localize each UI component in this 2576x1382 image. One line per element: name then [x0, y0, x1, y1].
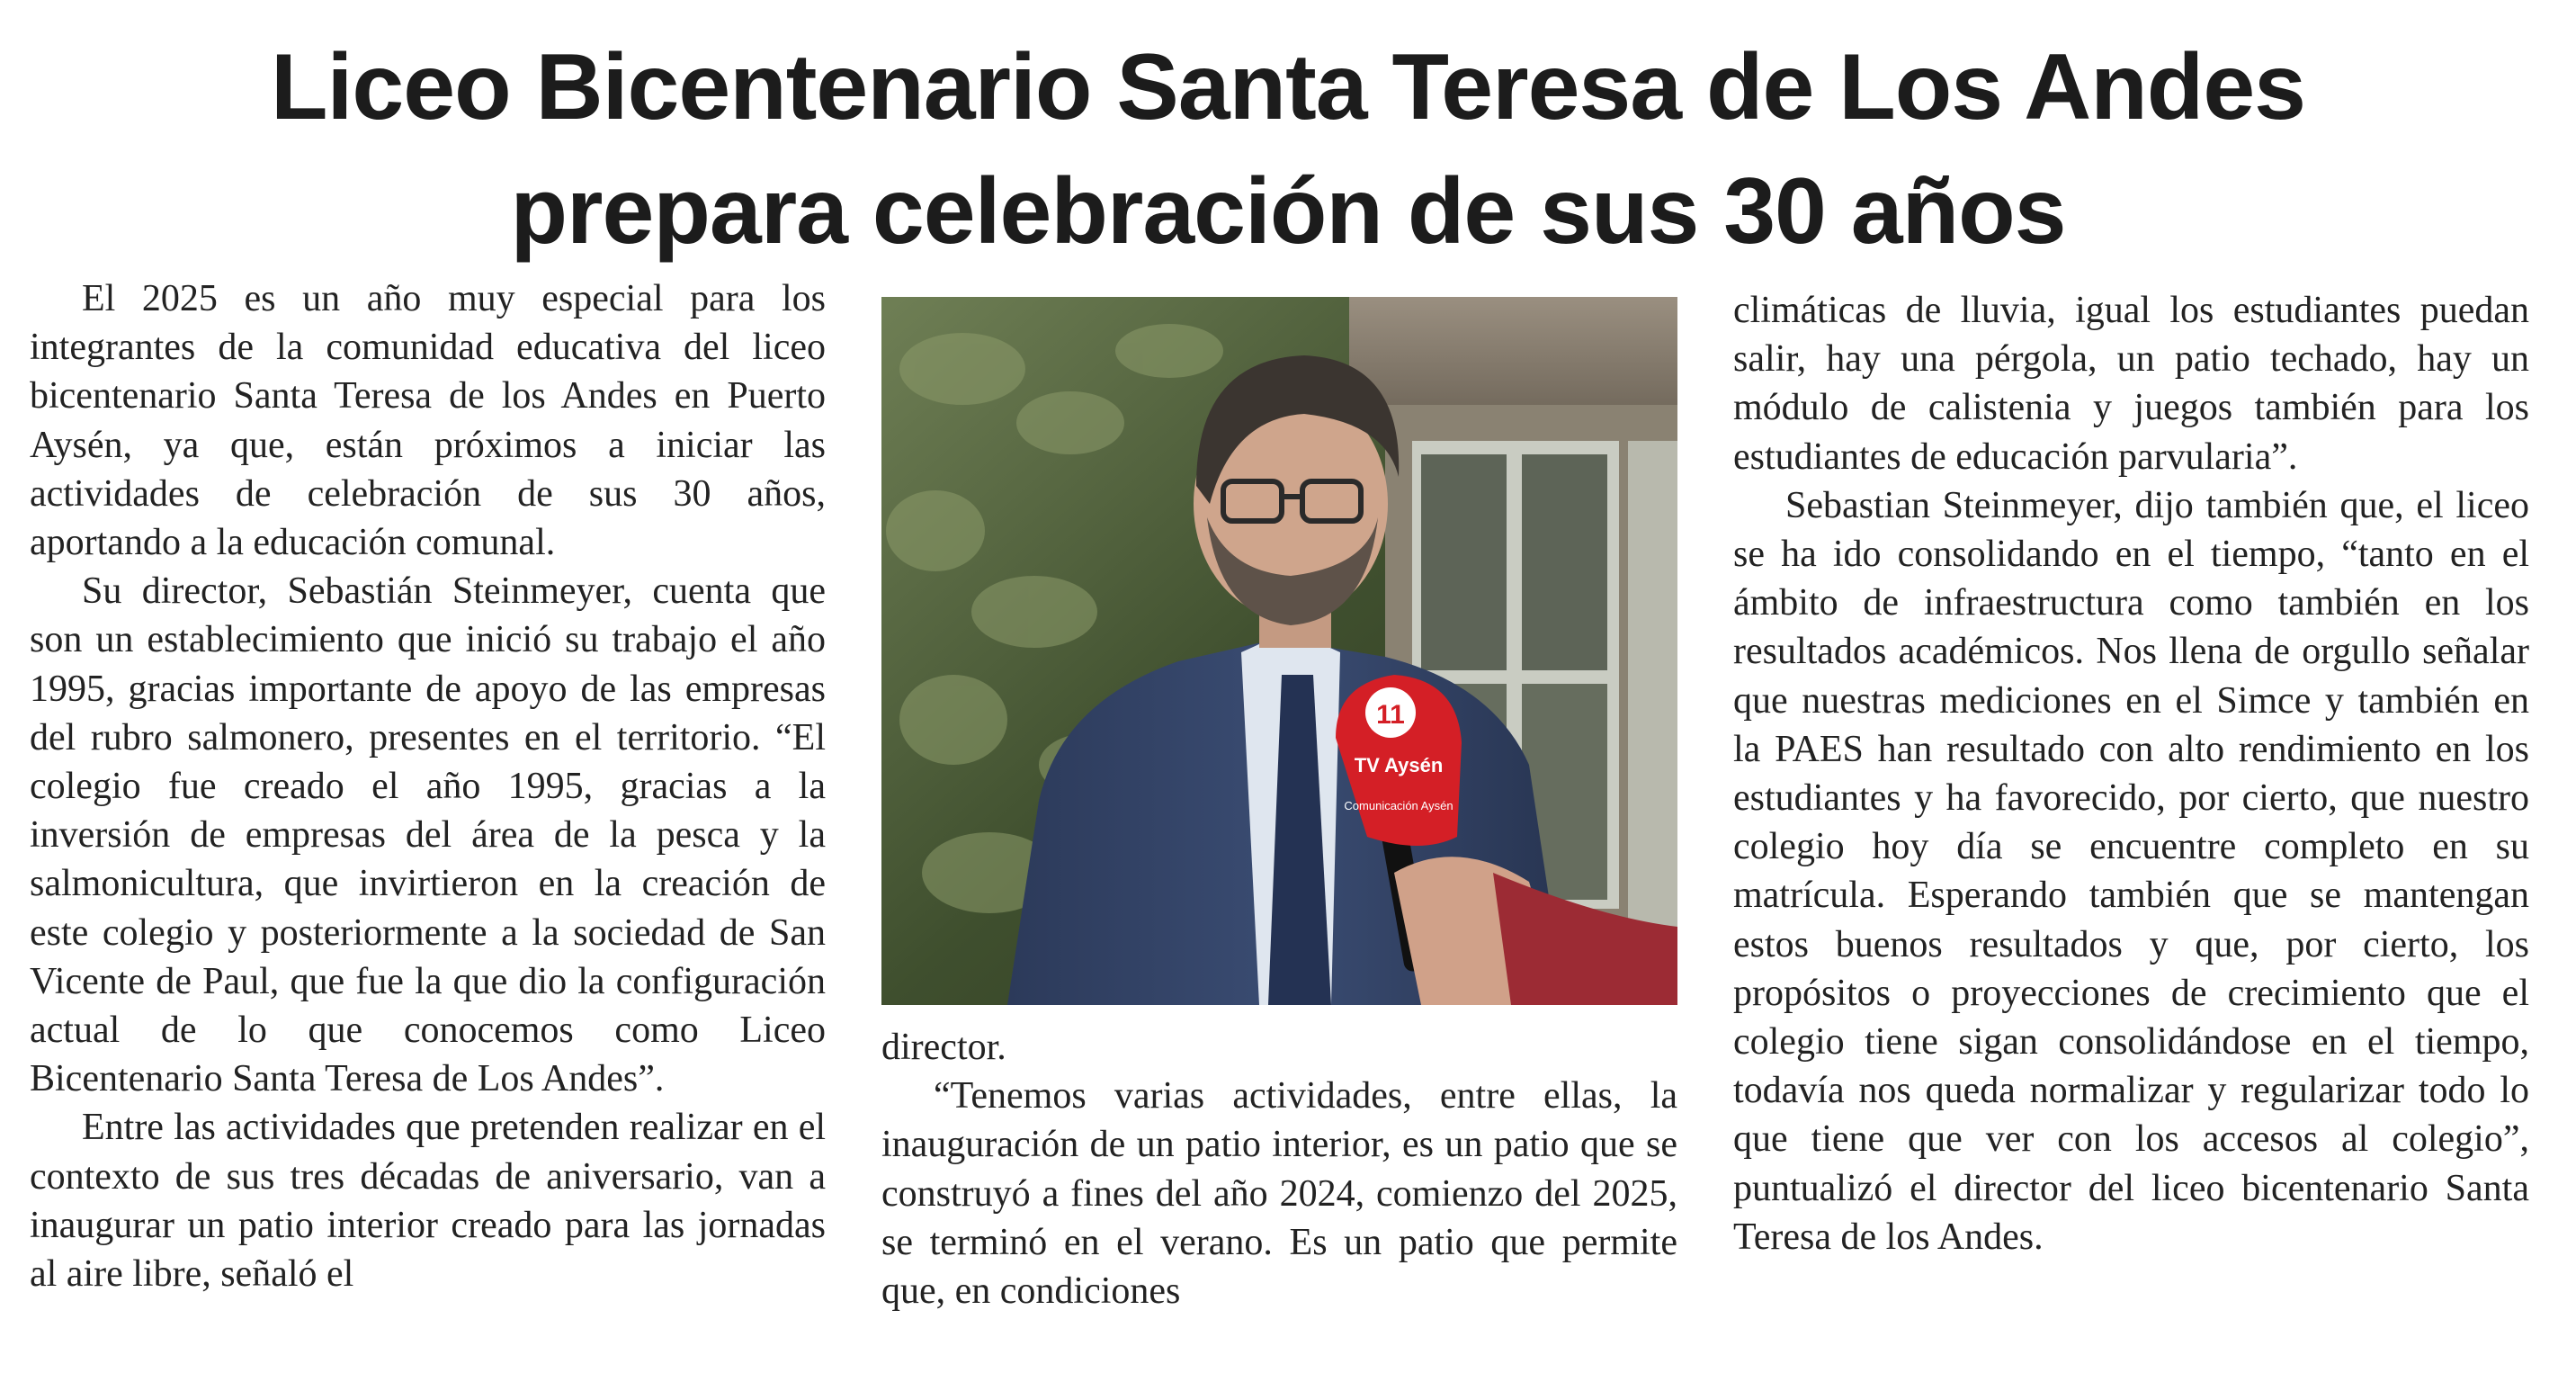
article-column-2	[881, 1023, 1677, 1315]
paragraph: climáticas de lluvia, igual los estudiantes puedan salir, hay una pérgola, un patio techado, hay un módulo de calistenia y juegos también para los estudiantes de educación parvularia”.	[1733, 290, 2529, 478]
paragraph: “Tenemos varias actividades, entre ellas, la inauguración de un patio interior, es un patio que se construyó a fines del año 2024, comienzo del 2025, se terminó en el verano. Es un patio que permite que, en condiciones	[881, 1075, 1677, 1313]
paragraph: director.	[881, 1027, 1006, 1068]
article-photo	[881, 297, 1677, 1005]
headline	[54, 25, 2522, 274]
paragraph: El 2025 es un año muy especial para los integrantes de la comunidad educativa del liceo bicentenario Santa Teresa de los Andes en Puerto Aysén, ya que, están próximos a iniciar las actividades de celebración de sus 30 años, aportando a la educación comunal.	[30, 278, 826, 564]
mic-brand: TV Aysén	[1354, 754, 1444, 776]
paragraph: Sebastian Steinmeyer, dijo también que, el liceo se ha ido consolidando en el tiempo, “tanto en el ámbito de infraestructura como también en los resultados académicos. Nos llena de orgullo señalar que nuestras mediciones en el Simce y también en la PAES han resultado con alto rendimiento en los estudiantes y ha favorecido, por cierto, que nuestro colegio hoy día se encuentre completo en su matrícula. Esperando también que se mantengan estos buenos resultados y que, por cierto, los propósitos o proyecciones de crecimiento que el colegio tiene sigan consolidándose en el tiempo, todavía nos queda normalizar y regularizar todo lo que tiene que ver con los accesos al colegio”, puntualizó el director del liceo bicentenario Santa Teresa de los Andes.	[1733, 484, 2529, 1258]
mic-number: 11	[1376, 700, 1405, 730]
paragraph: Entre las actividades que pretenden realizar en el contexto de sus tres décadas de aniversario, van a inaugurar un patio interior creado para las jornadas al aire libre, señaló el	[30, 1107, 826, 1296]
headline-line-2: prepara celebración de sus 30 años	[510, 159, 2066, 264]
article-column-3	[1733, 286, 2529, 1261]
article-column-1	[30, 274, 826, 1298]
mic-sub: Comunicación Aysén	[1344, 799, 1453, 812]
headline-line-1: Liceo Bicentenario Santa Teresa de Los Andes	[270, 35, 2306, 139]
paragraph: Su director, Sebastián Steinmeyer, cuenta que son un establecimiento que inició su trabajo el año 1995, gracias importante de apoyo de las empresas del rubro salmonero, presentes en el territorio. “El colegio fue creado el año 1995, gracias a la inversión de empresas del área de la pesca y la salmonicultura, que invirtieron en la creación de este colegio y posteriormente a la sociedad de San Vicente de Paul, que fue la que dio la configuración actual de lo que conocemos como Liceo Bicentenario Santa Teresa de Los Andes”.	[30, 570, 826, 1100]
